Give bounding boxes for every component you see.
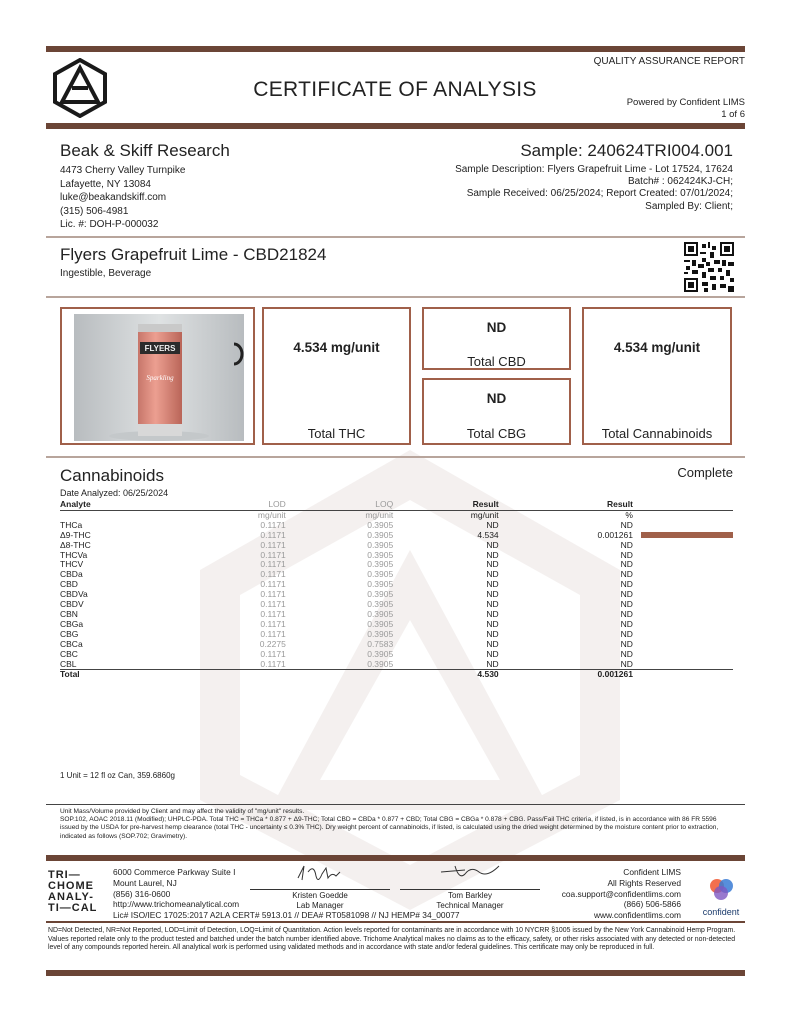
cannabinoids-title: Cannabinoids [60, 466, 164, 485]
total-cbg-value: ND [486, 391, 507, 406]
disclaimer: ND=Not Detected, NR=Not Reported, LOD=Limit of Detection, LOQ=Limit of Quantitation. Action levels reported for contaminants are in accordance with 10 NYCRR §1005 issued by the New York Cannabinoid Hemp Program. Values reported relate only to the product tested and batched under the batch number identified above. Trichome Analytical makes no claims as to the efficacy, safety, or other risks associated with any detected or non-detected level of any compounds reported herein. All analytical work is performed using validated methods and in accordance with state and/or federal guidelines. This certificate may only be reproduced in full. [48, 927, 736, 952]
lab-logo [48, 870, 103, 914]
analyte-cell: CBDa [60, 569, 83, 580]
result-bar [641, 532, 733, 538]
lod-cell: 0.1171 [260, 589, 286, 600]
result-mg-cell: ND [486, 608, 499, 619]
result-mg-cell: ND [486, 559, 499, 570]
result-pct-cell: ND [620, 589, 633, 600]
can-brand-text: FLYERS [144, 344, 176, 353]
total-label: Total [60, 670, 224, 680]
table-header [60, 500, 733, 510]
analyte-cell: CBG [60, 628, 79, 639]
sample-sampled-by: Sampled By: Client; [645, 200, 733, 212]
can-sub-text: Sparkling [146, 374, 174, 382]
signature-2-title: Technical Manager [436, 901, 504, 910]
client-name: Beak & Skiff Research [60, 141, 230, 160]
table-row [60, 660, 733, 670]
unit-note: 1 Unit = 12 fl oz Can, 359.6860g [60, 771, 175, 780]
result-mg-cell: ND [486, 638, 499, 649]
col-loq: LOQ [286, 500, 393, 510]
lab-logo-line: TI—CAL [48, 902, 98, 914]
col-result-mg: Result [393, 500, 498, 510]
date-analyzed: Date Analyzed: 06/25/2024 [60, 488, 169, 498]
signature-image [290, 862, 350, 884]
unit-loq: mg/unit [365, 509, 394, 520]
lod-cell: 0.1171 [260, 628, 286, 639]
result-mg-cell: ND [486, 648, 499, 659]
result-pct-cell: ND [620, 579, 633, 590]
confident-logo-text: confident [702, 907, 740, 917]
client-address2: Lafayette, NY 13084 [60, 178, 151, 190]
signature-1-title: Lab Manager [296, 901, 344, 910]
loq-cell: 0.3905 [367, 569, 394, 580]
client-license: Lic. #: DOH-P-000032 [60, 219, 159, 230]
confident-info [562, 867, 681, 921]
confident-rights: All Rights Reserved [607, 877, 681, 888]
page-number: 1 of 6 [721, 109, 745, 120]
unit-result-mg: mg/unit [470, 509, 499, 520]
analyte-cell: CBDVa [60, 589, 88, 600]
result-pct-cell: ND [620, 519, 633, 530]
product-type: Ingestible, Beverage [60, 268, 152, 279]
client-info [60, 164, 185, 232]
analyte-cell: Δ9-THC [60, 529, 91, 540]
total-cannabinoids-box [582, 307, 732, 445]
analyte-cell: Δ8-THC [60, 539, 91, 550]
loq-cell: 0.3905 [367, 648, 394, 659]
unit-lod: mg/unit [257, 509, 286, 520]
sample-description: Sample Description: Flyers Grapefruit Lime - Lot 17524, 17624 [455, 164, 733, 175]
powered-by [627, 97, 745, 121]
result-mg-cell: ND [486, 589, 499, 600]
client-email: luke@beakandskiff.com [60, 192, 167, 203]
loq-cell: 0.3905 [367, 618, 394, 629]
signature-2 [400, 862, 540, 911]
col-analyte: Analyte [60, 500, 224, 510]
result-mg-cell: ND [486, 658, 499, 669]
analyte-cell: CBGa [60, 618, 84, 629]
total-row [60, 670, 733, 680]
header-rule [46, 123, 745, 129]
col-result-pct: Result [499, 500, 633, 510]
total-cannabinoids-value: 4.534 mg/unit [613, 340, 701, 355]
loq-cell: 0.3905 [367, 539, 394, 550]
loq-cell: 0.3905 [367, 628, 394, 639]
loq-cell: 0.3905 [367, 608, 394, 619]
total-cbd-value: ND [486, 320, 507, 335]
analyte-cell: CBN [60, 608, 78, 619]
result-pct-cell: ND [620, 539, 633, 550]
total-thc-value: 4.534 mg/unit [293, 340, 380, 355]
analyte-cell: CBDV [60, 599, 84, 610]
signature-2-name: Tom Barkley [400, 889, 540, 901]
total-cannabinoids-label: Total Cannabinoids [601, 426, 713, 441]
lab-website[interactable]: http://www.trichomeanalytical.com [113, 899, 240, 910]
divider [46, 456, 745, 458]
sample-id: Sample: 240624TRI004.001 [520, 141, 733, 160]
notes-rule [46, 804, 745, 805]
loq-cell: 0.3905 [367, 589, 394, 600]
lod-cell: 0.1171 [260, 648, 286, 659]
analyte-cell: THCVa [60, 549, 88, 560]
loq-cell: 0.3905 [367, 519, 394, 530]
sample-received: Sample Received: 06/25/2024; Report Created: 07/01/2024; [466, 188, 733, 200]
signature-1 [250, 862, 390, 911]
result-mg-cell: ND [486, 569, 499, 580]
divider [46, 296, 745, 298]
analyte-cell: CBC [60, 648, 78, 659]
notes-line2: SOP.102, AOAC 2018.11 (Modified); UHPLC-PDA. Total THC = THCa * 0.877 + Δ9-THC; Total CBD = CBDa * 0.877 + CBD; Total CBG = CBGa * 0.878 + CBG. Pass/Fail THC criteria, if listed, is in accordance with 86 FR 5596 issued by the USDA for pre-harvest hemp clearance (total THC - uncertainty ≤ 0.3% THC). Dry weight percent of cannabinoids, if listed, is calculated using the dried weight determined by the moisture content prior to extraction, indicated as follows (SOP.702; Gravimetry). [60, 816, 719, 840]
report-type: QUALITY ASSURANCE REPORT [593, 56, 745, 67]
total-cbd-box [422, 307, 571, 370]
lod-cell: 0.1171 [260, 549, 286, 560]
lod-cell: 0.1171 [260, 599, 286, 610]
confident-website[interactable]: www.confidentlims.com [593, 910, 681, 921]
sample-batch: Batch# : 062424KJ-CH; [627, 176, 733, 188]
total-result-pct: 0.001261 [499, 670, 633, 680]
lod-cell: 0.1171 [260, 569, 286, 580]
loq-cell: 0.7583 [367, 638, 394, 649]
result-mg-cell: 4.534 [477, 529, 499, 540]
result-pct-cell: ND [620, 549, 633, 560]
lod-cell: 0.1171 [260, 579, 286, 590]
notes-line1: Unit Mass/Volume provided by Client and may affect the validity of "mg/unit" results. [60, 808, 305, 815]
total-cbg-box [422, 378, 571, 445]
confident-phone: (866) 506-5866 [623, 899, 681, 910]
result-mg-cell: ND [486, 618, 499, 629]
result-pct-cell: 0.001261 [597, 529, 633, 540]
lab-logo-line: CHOME [48, 880, 94, 892]
lod-cell: 0.1171 [260, 519, 286, 530]
analyte-cell: THCa [60, 519, 83, 530]
loq-cell: 0.3905 [367, 549, 394, 560]
client-phone: (315) 506-4981 [60, 205, 129, 217]
lod-cell: 0.2275 [259, 638, 286, 649]
analyte-cell: THCV [60, 559, 84, 570]
result-pct-cell: ND [620, 618, 633, 629]
lod-cell: 0.1171 [260, 529, 286, 540]
lod-cell: 0.1171 [260, 618, 286, 629]
result-pct-cell: ND [620, 608, 633, 619]
product-photo [74, 314, 244, 441]
page-title: CERTIFICATE OF ANALYSIS [253, 78, 537, 101]
lab-address1: 6000 Commerce Parkway Suite I [113, 867, 236, 877]
lab-logo-line: ANALY- [48, 891, 94, 903]
result-pct-cell: ND [620, 599, 633, 610]
col-lod: LOD [224, 500, 286, 510]
lod-cell: 0.1171 [260, 608, 286, 619]
divider [46, 236, 745, 238]
total-result-mg: 4.530 [393, 670, 498, 680]
lab-phone: (856) 316-0600 [113, 888, 171, 899]
loq-cell: 0.3905 [367, 579, 394, 590]
loq-cell: 0.3905 [367, 599, 394, 610]
lab-logo-line: TRI— [48, 869, 81, 881]
result-pct-cell: ND [620, 559, 633, 570]
result-pct-cell: ND [620, 638, 633, 649]
table-row [60, 650, 733, 660]
signature-image [435, 862, 505, 884]
total-thc-label: Total THC [307, 426, 366, 441]
method-notes [60, 808, 732, 841]
lod-cell: 0.1171 [260, 559, 286, 570]
unit-result-pct: % [625, 509, 633, 520]
disclaimer-rule [46, 921, 745, 923]
lab-address2: Mount Laurel, NJ [113, 877, 177, 888]
result-mg-cell: ND [486, 539, 499, 550]
analyte-cell: CBCa [60, 638, 83, 649]
loq-cell: 0.3905 [367, 559, 394, 570]
client-address1: 4473 Cherry Valley Turnpike [60, 165, 186, 176]
analyte-cell: CBL [60, 658, 77, 669]
result-mg-cell: ND [486, 579, 499, 590]
header-logo-icon [52, 58, 108, 118]
result-pct-cell: ND [620, 658, 633, 669]
loq-cell: 0.3905 [367, 529, 394, 540]
confident-logo-icon [706, 876, 736, 902]
confident-email[interactable]: coa.support@confidentlims.com [561, 888, 681, 899]
product-name: Flyers Grapefruit Lime - CBD21824 [60, 245, 327, 264]
cannabinoids-table [60, 500, 733, 680]
total-cbd-label: Total CBD [467, 354, 526, 369]
result-mg-cell: ND [486, 599, 499, 610]
result-pct-cell: ND [620, 569, 633, 580]
qr-code-icon [684, 242, 734, 292]
footer-rule [46, 855, 745, 861]
top-rule [46, 46, 745, 52]
status-badge: Complete [677, 465, 733, 480]
lab-certs: Lic# ISO/IEC 17025:2017 A2LA CERT# 5913.01 // DEA# RT0581098 // NJ HEMP# 34_00077 [113, 910, 460, 921]
powered-by-text: Powered by Confident LIMS [626, 97, 745, 108]
lod-cell: 0.1171 [260, 658, 286, 669]
result-pct-cell: ND [620, 648, 633, 659]
result-mg-cell: ND [486, 549, 499, 560]
result-pct-cell: ND [620, 628, 633, 639]
total-cbg-label: Total CBG [466, 426, 527, 441]
result-mg-cell: ND [486, 519, 499, 530]
confident-logo [696, 876, 746, 917]
product-image-box [60, 307, 255, 445]
analyte-cell: CBD [60, 579, 78, 590]
lod-cell: 0.1171 [260, 539, 286, 550]
result-mg-cell: ND [486, 628, 499, 639]
sample-info [455, 164, 733, 213]
bottom-rule [46, 970, 745, 976]
loq-cell: 0.3905 [367, 658, 394, 669]
total-thc-box [262, 307, 411, 445]
signature-1-name: Kristen Goedde [250, 889, 390, 901]
confident-name: Confident LIMS [623, 867, 681, 877]
